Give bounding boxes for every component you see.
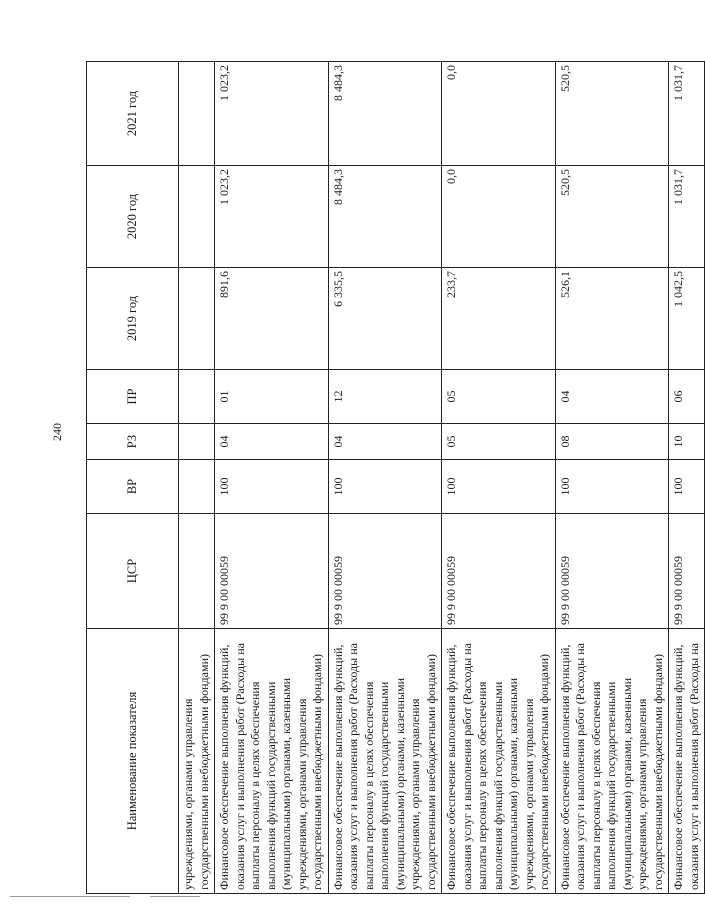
cell-2019: 891,6	[215, 268, 329, 370]
header-csr: ЦСР	[87, 514, 179, 629]
cell-name: Финансовое обеспечение выполнения функций, оказания услуг и выполнения работ (Расходы на	[669, 629, 705, 894]
cell-name: Финансовое обеспечение выполнения функций, оказания услуг и выполнения работ (Расходы на выплаты персоналу в целях обеспечения выполнения функций государственными (муниципальными) органами, казенными учреждениями, органами управления государственными внебюджетными фондами)	[215, 629, 329, 894]
cell-2020: 8 484,3	[328, 166, 442, 268]
cell-pr: 05	[442, 370, 556, 424]
cell-2020: 1 031,7	[669, 166, 705, 268]
cell-csr: 99 9 00 00059	[328, 514, 442, 629]
cell-2021: 0,0	[442, 62, 556, 166]
header-name: Наименование показателя	[87, 629, 179, 894]
budget-table	[86, 61, 705, 894]
table-row-continuation	[179, 62, 215, 894]
cell-rz: 04	[328, 424, 442, 460]
cell-rz: 10	[669, 424, 705, 460]
cell-csr: 99 9 00 00059	[669, 514, 705, 629]
scan-artifact-line	[10, 896, 130, 897]
cell-rz: 05	[442, 424, 556, 460]
header-rz: РЗ	[87, 424, 179, 460]
cell-vr: 100	[328, 460, 442, 514]
table-row	[669, 62, 705, 894]
table-row	[555, 62, 669, 894]
cell-2021: 8 484,3	[328, 62, 442, 166]
cell-2021: 1 023,2	[215, 62, 329, 166]
cell-2021: 520,5	[555, 62, 669, 166]
cell-vr: 100	[555, 460, 669, 514]
cell-2019: 6 335,5	[328, 268, 442, 370]
cell-pr: 06	[669, 370, 705, 424]
cell-2021: 1 031,7	[669, 62, 705, 166]
cell-csr: 99 9 00 00059	[442, 514, 556, 629]
header-2021: 2021 год	[87, 62, 179, 166]
page-number: 240	[50, 423, 64, 441]
scan-artifact-line	[150, 896, 200, 897]
cell-2020: 520,5	[555, 166, 669, 268]
header-2020: 2020 год	[87, 166, 179, 268]
table-row	[328, 62, 442, 894]
cell-rz: 08	[555, 424, 669, 460]
table-header-row	[87, 62, 179, 894]
cell-vr: 100	[442, 460, 556, 514]
header-2019: 2019 год	[87, 268, 179, 370]
cell-rz: 04	[215, 424, 329, 460]
cell-2019: 526,1	[555, 268, 669, 370]
cell-pr: 12	[328, 370, 442, 424]
cell-vr: 100	[215, 460, 329, 514]
cell-csr: 99 9 00 00059	[215, 514, 329, 629]
cell-vr: 100	[669, 460, 705, 514]
cell-2020: 1 023,2	[215, 166, 329, 268]
header-pr: ПР	[87, 370, 179, 424]
cell-name: Финансовое обеспечение выполнения функций, оказания услуг и выполнения работ (Расходы на выплаты персоналу в целях обеспечения выполнения функций государственными (муниципальными) органами, казенными учреждениями, органами управления государственными внебюджетными фондами)	[555, 629, 669, 894]
table-row	[442, 62, 556, 894]
cell-name: учреждениями, органами управления государственными внебюджетными фондами)	[179, 629, 215, 894]
cell-2019: 233,7	[442, 268, 556, 370]
table-row	[215, 62, 329, 894]
header-vr: ВР	[87, 460, 179, 514]
rotated-table-wrapper	[86, 62, 701, 894]
cell-pr: 04	[555, 370, 669, 424]
cell-csr: 99 9 00 00059	[555, 514, 669, 629]
cell-2019: 1 042,5	[669, 268, 705, 370]
cell-name: Финансовое обеспечение выполнения функций, оказания услуг и выполнения работ (Расходы на выплаты персоналу в целях обеспечения выполнения функций государственными (муниципальными) органами, казенными учреждениями, органами управления государственными внебюджетными фондами)	[328, 629, 442, 894]
cell-pr: 01	[215, 370, 329, 424]
cell-name: Финансовое обеспечение выполнения функций, оказания услуг и выполнения работ (Расходы на выплаты персоналу в целях обеспечения выполнения функций государственными (муниципальными) органами, казенными учреждениями, органами управления государственными внебюджетными фондами)	[442, 629, 556, 894]
cell-2020: 0,0	[442, 166, 556, 268]
